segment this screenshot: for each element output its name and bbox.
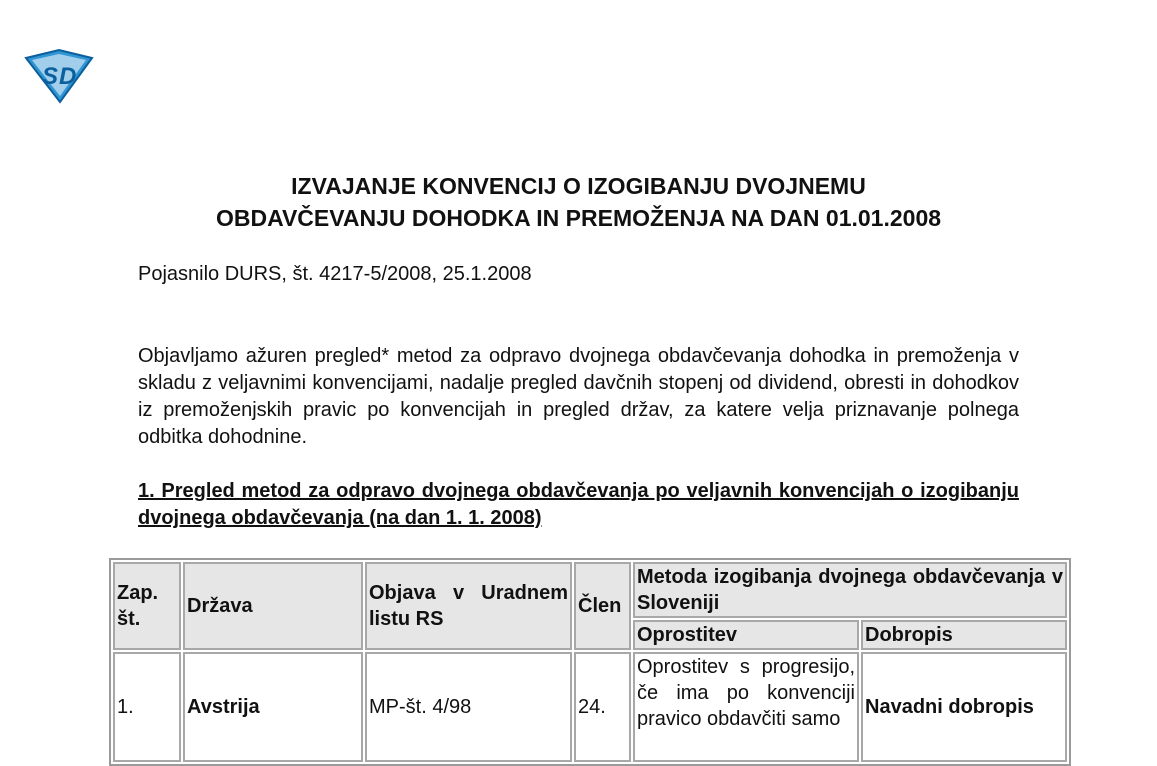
header-clen: Člen	[574, 562, 631, 650]
cell-drzava: Avstrija	[183, 652, 363, 762]
subtitle: Pojasnilo DURS, št. 4217-5/2008, 25.1.2008	[138, 263, 532, 285]
header-zap: Zap. št.	[113, 562, 181, 650]
cell-zap: 1.	[113, 652, 181, 762]
title-line-1: IZVAJANJE KONVENCIJ O IZOGIBANJU DVOJNEMU	[291, 173, 866, 199]
cell-dobropis: Navadni dobropis	[861, 652, 1067, 762]
table-row	[113, 652, 1067, 762]
header-drzava: Država	[183, 562, 363, 650]
sd-logo	[22, 48, 96, 104]
section-heading: 1. Pregled metod za odpravo dvojnega obdavčevanja po veljavnih konvencijah o izogibanju dvojnega obdavčevanja (na dan 1. 1. 2008)	[138, 480, 1019, 529]
document-title	[0, 170, 1157, 234]
intro-paragraph: Objavljamo ažuren pregled* metod za odpravo dvojnega obdavčevanja dohodka in premoženja v skladu z veljavnimi konvencijami, nadalje pregled davčnih stopenj od dividend, obresti in dohodkov iz premoženjskih pravic po konvencijah in pregled držav, za katere velja priznavanje polnega odbitka dohodnine.	[138, 345, 1019, 448]
svg-text:D: D	[59, 63, 77, 90]
header-metoda: Metoda izogibanja dvojnega obdavčevanja v Sloveniji	[633, 562, 1067, 618]
svg-text:S: S	[42, 63, 59, 90]
header-objava: Objava v Uradnem listu RS	[365, 562, 572, 650]
header-oprostitev: Oprostitev	[633, 620, 859, 650]
header-dobropis: Dobropis	[861, 620, 1067, 650]
cell-clen: 24.	[574, 652, 631, 762]
cell-oprostitev: Oprostitev s progresijo, če ima po konvenciji pravico obdavčiti samo	[633, 652, 859, 762]
methods-table	[109, 558, 1071, 766]
cell-objava: MP-št. 4/98	[365, 652, 572, 762]
title-line-2: OBDAVČEVANJU DOHODKA IN PREMOŽENJA NA DAN 01.01.2008	[215, 205, 942, 231]
